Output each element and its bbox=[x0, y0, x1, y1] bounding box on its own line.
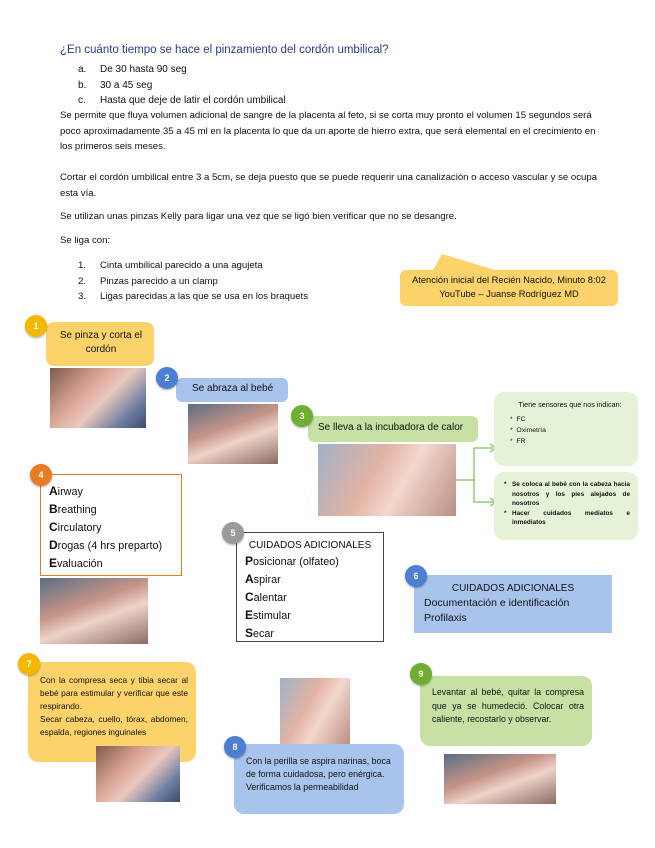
step-5-badge: 5 bbox=[222, 522, 244, 544]
sensor-item: * FR bbox=[510, 438, 526, 445]
step-9-photo bbox=[444, 754, 556, 804]
step-3-connector bbox=[454, 440, 498, 510]
paragraph-kelly: Se utilizan unas pinzas Kelly para ligar una vez que se ligó bien verificar que no se desangre. bbox=[60, 211, 457, 222]
abcde-line: Breathing bbox=[49, 502, 97, 516]
tie-item: 3. Ligas parecidas a las que se usa en los braquets bbox=[78, 291, 308, 302]
abcde-line: Evaluación bbox=[49, 556, 103, 570]
paragraph-tie-intro: Se liga con: bbox=[60, 235, 111, 246]
position-item: * Hacer cuidados mediatos e inmediatos bbox=[504, 509, 630, 526]
step-2-badge: 2 bbox=[156, 367, 178, 389]
callout-source: YouTube – Juanse Rodríguez MD bbox=[439, 289, 579, 299]
tie-item: 2. Pinzas parecido a un clamp bbox=[78, 275, 218, 287]
tie-item: 1. Cinta umbilical parecido a una agujeta bbox=[78, 260, 263, 271]
step-1-text: Se pinza y corta el cordón bbox=[59, 330, 143, 355]
step-3-badge: 3 bbox=[291, 405, 313, 427]
step-3-sensor-note bbox=[494, 392, 638, 466]
step-8-text: Verificamos la permeabilidad bbox=[246, 782, 359, 792]
step-2-box bbox=[176, 378, 288, 402]
step-4-badge: 4 bbox=[30, 464, 52, 486]
step-5-box bbox=[236, 532, 384, 642]
source-callout bbox=[400, 270, 618, 306]
step-2-photo bbox=[188, 404, 278, 464]
step-4-abcde-box bbox=[40, 474, 182, 576]
paragraph-cut-cord: Cortar el cordón umbilical entre 3 a 5cm, se deja puesto que se puede requerir una canalización o acceso vascular y se ocupa esta vía. bbox=[60, 172, 598, 199]
step-6-line: Profilaxis bbox=[424, 612, 467, 624]
step-7-text: Secar cabeza, cuello, tórax, abdomen, espalda, regiones inguinales bbox=[40, 714, 188, 737]
step-6-title: CUIDADOS ADICIONALES bbox=[451, 583, 575, 594]
abcde-line: Circulatory bbox=[49, 520, 102, 534]
step-5-title: CUIDADOS ADICIONALES bbox=[248, 540, 372, 551]
paragraph-blood-flow: Se permite que fluya volumen adicional de sangre de la placenta al feto, si se corta muy pronto el volumen 15 segundos será poco aproximadamente 35 a 45 ml en la placenta lo que da un aporte de hierro extra, que será elemental en el crecimiento en los primeros seis meses. bbox=[60, 110, 596, 152]
abcde-line: Airway bbox=[49, 484, 83, 498]
position-item: * Se coloca al bebé con la cabeza hacia nosotros y los pies alejados de nosotros bbox=[504, 481, 630, 507]
question-heading: ¿En cuánto tiempo se hace el pinzamiento del cordón umbilical? bbox=[60, 44, 389, 56]
care-line: Estimular bbox=[245, 608, 291, 622]
option-item: a. De 30 hasta 90 seg bbox=[78, 64, 187, 75]
step-1-badge: 1 bbox=[25, 315, 47, 337]
step-3-box bbox=[308, 416, 478, 442]
step-8-photo bbox=[280, 678, 350, 744]
step-7-text: Con la compresa seca y tibia secar al bebé para estimular y verificar que este respirando. bbox=[40, 675, 188, 711]
step-6-box bbox=[414, 575, 612, 633]
step-7-photo bbox=[96, 746, 180, 802]
sensor-note-title: Tiene sensores que nos indican: bbox=[518, 400, 622, 409]
step-2-text: Se abraza al bebé bbox=[192, 383, 274, 394]
step-8-badge: 8 bbox=[224, 736, 246, 758]
step-3-position-note bbox=[494, 472, 638, 540]
abcde-line: Drogas (4 hrs preparto) bbox=[49, 538, 163, 552]
option-item: b. 30 a 45 seg bbox=[78, 79, 153, 91]
step-9-text: Levantar al bebé, quitar la compresa que ya se humedeció. Colocar otra caliente, recostarlo y observar. bbox=[432, 687, 584, 724]
care-line: Aspirar bbox=[245, 572, 281, 586]
step-4-photo bbox=[40, 578, 148, 644]
step-6-badge: 6 bbox=[405, 565, 427, 587]
step-7-badge: 7 bbox=[18, 653, 40, 675]
step-6-line: Documentación e identificación bbox=[424, 597, 570, 609]
options-list bbox=[78, 62, 286, 109]
callout-title: Atención inicial del Recién Nacido, Minuto 8:02 bbox=[412, 275, 606, 285]
step-3-photo bbox=[318, 444, 456, 516]
step-9-badge: 9 bbox=[410, 663, 432, 685]
step-3-text: Se lleva a la incubadora de calor bbox=[318, 422, 464, 433]
option-item: c. Hasta que deje de latir el cordón umbilical bbox=[78, 95, 286, 106]
care-line: Posicionar (olfateo) bbox=[245, 554, 339, 568]
step-8-text: Con la perilla se aspira narinas, boca de forma cuidadosa, pero enérgica. bbox=[246, 756, 391, 779]
step-8-box bbox=[234, 744, 404, 814]
care-line: Secar bbox=[245, 626, 275, 640]
sensor-item: * FC bbox=[510, 416, 526, 423]
step-1-photo bbox=[50, 368, 146, 428]
step-1-box bbox=[46, 322, 154, 366]
sensor-item: * Oximetría bbox=[510, 427, 546, 434]
step-9-box bbox=[420, 676, 592, 746]
care-line: Calentar bbox=[245, 590, 287, 604]
tie-list bbox=[78, 258, 308, 305]
